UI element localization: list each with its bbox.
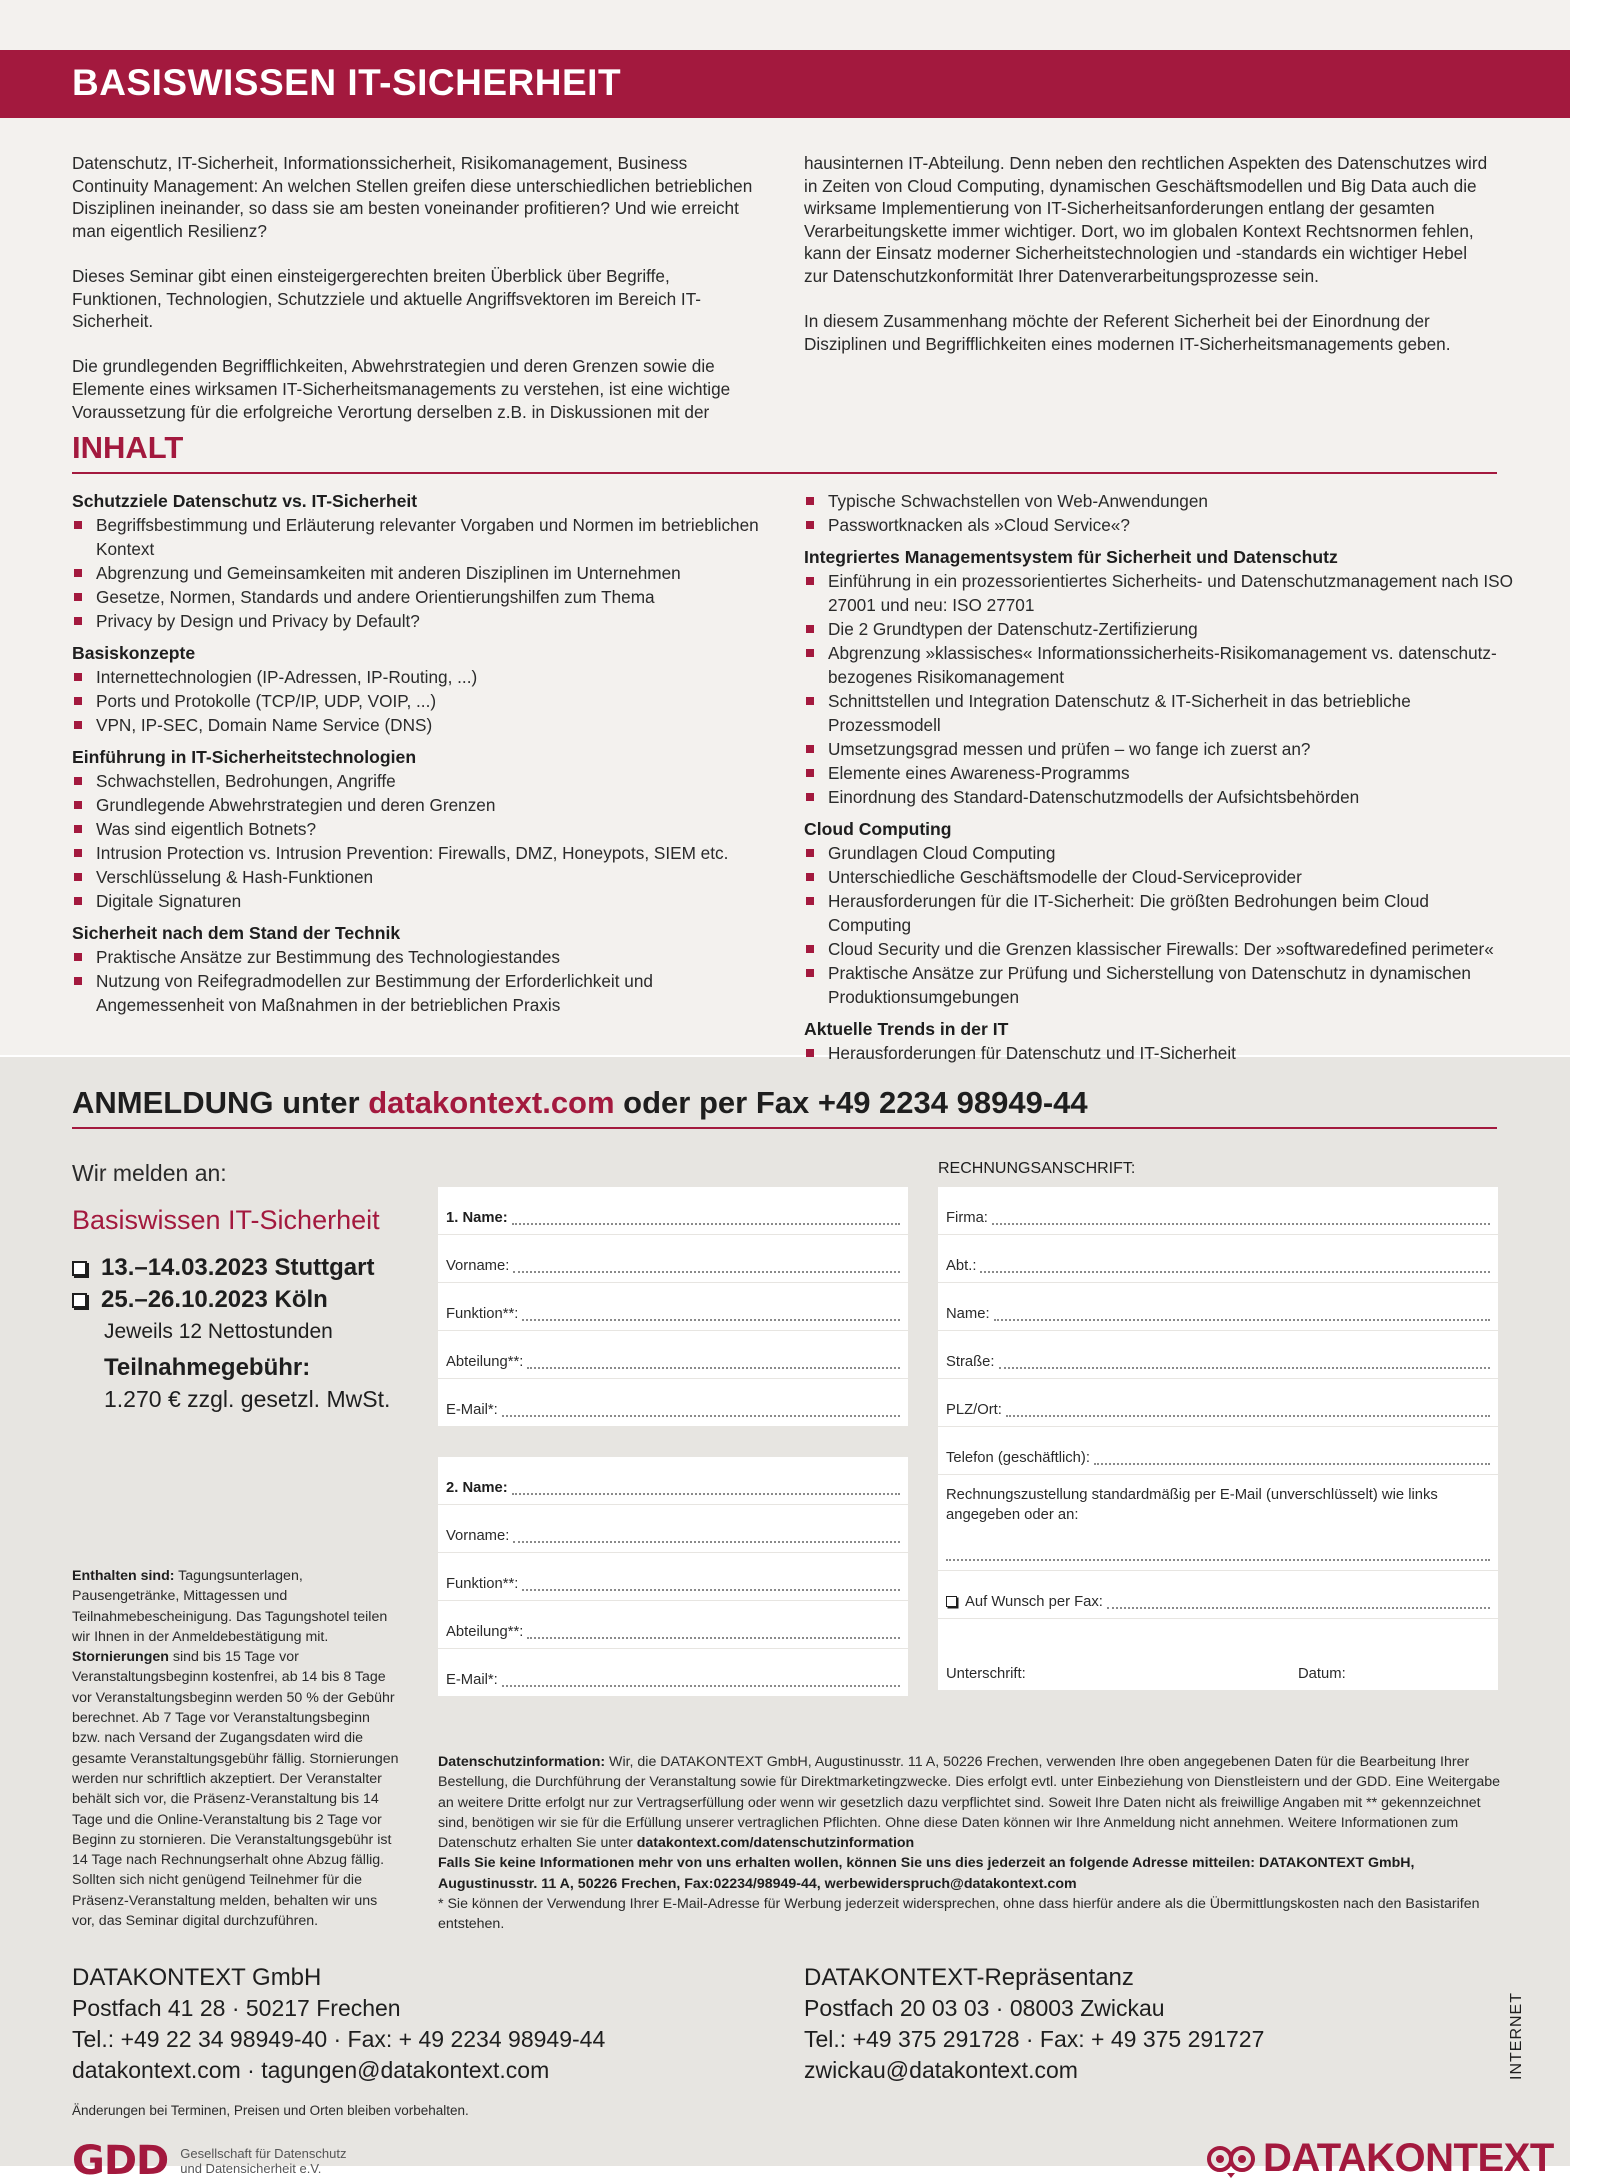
registration-heading-prefix: ANMELDUNG unter: [72, 1085, 369, 1120]
field-label: Name:: [946, 1306, 990, 1322]
fax-checkbox[interactable]: [946, 1596, 957, 1607]
field-input-line[interactable]: [999, 1367, 1490, 1369]
field-input-line[interactable]: [512, 1223, 900, 1225]
topic-item: Verschlüsselung & Hash-Funktionen: [72, 865, 782, 889]
course-name: Basiswissen IT-Sicherheit: [72, 1205, 380, 1235]
form-field[interactable]: [938, 1187, 1498, 1235]
participant-1-form: [438, 1187, 908, 1427]
field-input-line[interactable]: [980, 1271, 1490, 1273]
company-name: DATAKONTEXT-Repräsentanz: [804, 1964, 1134, 1991]
topic-item: Grundlegende Abwehrstrategien und deren Grenzen: [72, 793, 782, 817]
owl-icon: [1205, 2139, 1257, 2179]
topic-item: Elemente eines Awareness-Programms: [804, 761, 1514, 785]
field-input-line[interactable]: [1107, 1607, 1490, 1609]
field-label: E-Mail*:: [446, 1402, 498, 1418]
topic-group: [72, 489, 782, 633]
fee-label: Teilnahmegebühr:: [104, 1354, 311, 1381]
fax-option[interactable]: [946, 1594, 1103, 1610]
form-field[interactable]: [938, 1331, 1498, 1379]
topic-item: Einordnung des Standard-Datenschutzmodells der Aufsichtsbehörden: [804, 785, 1514, 809]
topic-group: [804, 545, 1514, 809]
field-input-line[interactable]: [1094, 1463, 1490, 1465]
privacy-footnote: * Sie können der Verwendung Ihrer E-Mail-Adresse für Werbung jederzeit widersprechen, ohne dass hierfür andere als die Übermittlungskosten nach den Basistarifen entstehen.: [438, 1896, 1480, 1933]
topic-item: Passwortknacken als »Cloud Service«?: [804, 513, 1514, 537]
topic-item: Cloud Security und die Grenzen klassischer Firewalls: Der »softwaredefined perimeter«: [804, 937, 1514, 961]
topic-item: Privacy by Design und Privacy by Default?: [72, 609, 782, 633]
fee-value: 1.270 € zzgl. gesetzl. MwSt.: [104, 1386, 391, 1412]
web-email[interactable]: datakontext.com · tagungen@datakontext.com: [72, 2057, 550, 2083]
field-label: PLZ/Ort:: [946, 1402, 1002, 1418]
privacy-info: [438, 1752, 1500, 1935]
topic-item: Gesetze, Normen, Standards und andere Orientierungshilfen zum Thema: [72, 585, 782, 609]
registration-divider: [72, 1127, 1497, 1129]
topic-group: [72, 921, 782, 1017]
registration-website-link[interactable]: datakontext.com: [368, 1085, 615, 1120]
inhalt-right-column: [804, 489, 1514, 1073]
postal-address: Postfach 41 28 · 50217 Frechen: [72, 1995, 401, 2021]
field-input-line[interactable]: [522, 1319, 900, 1321]
field-input-line[interactable]: [513, 1271, 900, 1273]
page-title: BASISWISSEN IT-SICHERHEIT: [72, 62, 622, 103]
form-field[interactable]: [438, 1457, 908, 1505]
form-field[interactable]: [438, 1187, 908, 1235]
datakontext-logo: [1205, 2136, 1554, 2181]
intro-paragraph: hausinternen IT-Abteilung. Denn neben den rechtlichen Aspekten des Datenschutzes wird in Zeiten von Cloud Computing, dynamischen Geschäftsmodellen und Big Data auch die wirksame Implementierung von IT-Sicherheitsanforderungen entlang der gesamten Verarbeitungskette immer wichtiger. Dort, wo im globalen Kontext Rechtsnormen fehlen, kann der Einsatz moderner Sicherheitstechnologien und -standards ein wichtiger Hebel zur Datenschutzkonformität Ihrer Datenverarbeitungsprozesse sein.: [804, 153, 1488, 286]
topic-group: [804, 817, 1514, 1009]
included-label: Enthalten sind:: [72, 1568, 175, 1584]
topic-item: Intrusion Protection vs. Intrusion Prevention: Firewalls, DMZ, Honeypots, SIEM etc.: [72, 841, 782, 865]
topic-group: [804, 489, 1514, 537]
form-field[interactable]: [438, 1235, 908, 1283]
date-checkbox[interactable]: [72, 1261, 87, 1276]
date-option-label: 25.–26.10.2023 Köln: [101, 1286, 328, 1313]
topic-list: [804, 569, 1514, 809]
topic-item: Umsetzungsgrad messen und prüfen – wo fange ich zuerst an?: [804, 737, 1514, 761]
date-checkbox[interactable]: [72, 1293, 87, 1308]
form-field[interactable]: [938, 1283, 1498, 1331]
topic-list: [72, 769, 782, 913]
field-input-line[interactable]: [527, 1367, 900, 1369]
optout-text: Falls Sie keine Informationen mehr von uns erhalten wollen, können Sie uns dies jederzeit an folgende Adresse mitteilen: DATAKONTEXT GmbH, Augustinusstr. 11 A, 50226 Frechen, Fax:02234/98949-44, werbewiderspruch@datakontext.com: [438, 1855, 1415, 1892]
gdd-text: [180, 2146, 346, 2176]
participant-2-form: [438, 1457, 908, 1697]
field-label: E-Mail*:: [446, 1672, 498, 1688]
fax-option-label: Auf Wunsch per Fax:: [965, 1594, 1103, 1610]
intro-paragraph: Die grundlegenden Begrifflichkeiten, Abwehrstrategien und deren Grenzen sowie die Elemente eines wirksamen IT-Sicherheitsmanagements zu verstehen, ist eine wichtige Voraussetzung für die erfolgreiche Verortung derselben z.B. in Diskussionen mit der: [72, 356, 731, 422]
topic-heading: Sicherheit nach dem Stand der Technik: [72, 923, 401, 943]
address-frechen: [72, 1962, 605, 2086]
topic-group: [72, 641, 782, 737]
field-input-line[interactable]: [502, 1415, 900, 1417]
invoice-address-label: RECHNUNGSANSCHRIFT:: [938, 1160, 1136, 1177]
field-label: Abt.:: [946, 1258, 977, 1274]
topic-item: Unterschiedliche Geschäftsmodelle der Cloud-Serviceprovider: [804, 865, 1514, 889]
topic-list: [72, 513, 782, 633]
topic-group: [72, 745, 782, 913]
topic-heading: Einführung in IT-Sicherheitstechnologien: [72, 747, 417, 767]
postal-address: Postfach 20 03 03 · 08003 Zwickau: [804, 1995, 1165, 2021]
fax-option-field[interactable]: [938, 1571, 1498, 1619]
topic-list: [72, 665, 782, 737]
internet-label: INTERNET: [1508, 1992, 1525, 2080]
field-label: Abteilung**:: [446, 1624, 524, 1640]
privacy-text: Wir, die DATAKONTEXT GmbH, Augustinusstr. 11 A, 50226 Frechen, verwenden Ihre oben angegebenen Daten für die Bearbeitung Ihrer Bestellung, die Durchführung der Veranstaltung sowie für Direktmarketingzwecke. Dies erfolgt evtl. unter Einbeziehung von Dienstleistern und der GDD. Eine Weitergabe an weitere Dritte erfolgt nur zur Vertragserfüllung oder wenn wir gesetzlich dazu verpflichtet sind. Soweit Ihre Daten nicht als freiwillige Angaben mit ** gekennzeichnet sind, benötigen wir sie für die Erfüllung unserer vertraglichen Pflichten. Ohne diese Daten können wir Ihre Anmeldung nicht annehmen. Weitere Informationen zum Datenschutz erhalten Sie unter: [438, 1754, 1500, 1852]
topic-item: Praktische Ansätze zur Prüfung und Sicherstellung von Datenschutz in dynamischen Produktionsumgebungen: [804, 961, 1514, 1009]
field-input-line[interactable]: [946, 1559, 1490, 1561]
company-name: DATAKONTEXT GmbH: [72, 1964, 322, 1991]
field-label: Funktion**:: [446, 1576, 519, 1592]
form-field[interactable]: [438, 1505, 908, 1553]
field-input-line[interactable]: [1006, 1415, 1490, 1417]
form-field[interactable]: [938, 1427, 1498, 1475]
field-input-line[interactable]: [502, 1685, 900, 1687]
hours-note: Jeweils 12 Nettostunden: [104, 1320, 333, 1343]
topic-item: Was sind eigentlich Botnets?: [72, 817, 782, 841]
form-field[interactable]: [438, 1649, 908, 1697]
form-field[interactable]: [438, 1283, 908, 1331]
topic-heading: Aktuelle Trends in der IT: [804, 1019, 1009, 1039]
cancellation-text: sind bis 15 Tage vor Veranstaltungsbeginn kostenfrei, ab 14 bis 8 Tage vor Veranstaltungsbeginn werden 50 % der Gebühr berechnet. Ab 7 Tage vor Veranstaltungsbeginn bzw. nach Versand der Zugangsdaten wird die gesamte Veranstaltungsgebühr fällig. Stornierungen werden nur schriftlich akzeptiert. Der Veranstalter behält sich vor, die Präsenz-Veranstaltung bis 14 Tage und die Online-Veranstaltung bis 2 Tage vor Beginn zu stornieren. Die Veranstaltungsgebühr ist 14 Tage nach Rechnungserhalt ohne Abzug fällig. Sollten sich nicht genügend Teilnehmer für die Präsenz-Veranstaltung melden, behalten wir uns vor, das Seminar digital durchzuführen.: [72, 1649, 399, 1930]
changes-note: Änderungen bei Terminen, Preisen und Orten bleiben vorbehalten.: [72, 2103, 469, 2118]
terms-text: [72, 1566, 402, 1931]
invoice-email-field[interactable]: [938, 1475, 1498, 1571]
topic-list: [804, 489, 1514, 537]
gdd-line: und Datensicherheit e.V.: [180, 2161, 322, 2176]
field-label: Funktion**:: [446, 1306, 519, 1322]
topic-item: Nutzung von Reifegradmodellen zur Bestimmung der Erforderlichkeit und Angemessenheit von Maßnahmen in der betrieblichen Praxis: [72, 969, 782, 1017]
date-option[interactable]: [72, 1286, 402, 1314]
title-banner: [0, 50, 1570, 118]
privacy-label: Datenschutzinformation:: [438, 1754, 606, 1770]
topic-item: VPN, IP-SEC, Domain Name Service (DNS): [72, 713, 782, 737]
address-zwickau: [804, 1962, 1264, 2086]
topic-item: Digitale Signaturen: [72, 889, 782, 913]
field-label: 1. Name:: [446, 1210, 508, 1226]
cancellation-label: Stornierungen: [72, 1649, 169, 1666]
booking-info: [72, 1160, 402, 1413]
topic-item: Grundlagen Cloud Computing: [804, 841, 1514, 865]
inhalt-left-column: [72, 489, 782, 1025]
field-label: Straße:: [946, 1354, 995, 1370]
topic-item: Schnittstellen und Integration Datenschutz & IT-Sicherheit in das betriebliche Prozessmodell: [804, 689, 1514, 737]
field-label: Vorname:: [446, 1528, 510, 1544]
topic-item: Abgrenzung und Gemeinsamkeiten mit anderen Disziplinen im Unternehmen: [72, 561, 782, 585]
topic-item: Internettechnologien (IP-Adressen, IP-Routing, ...): [72, 665, 782, 689]
field-input-line[interactable]: [522, 1589, 900, 1591]
registration-heading: [72, 1085, 1088, 1121]
included-text: Tagungsunterlagen, Pausengetränke, Mittagessen und Teilnahmebescheinigung. Das Tagungshotel teilen wir Ihnen in der Anmeldebestätigung mit.: [72, 1568, 388, 1645]
phone-fax: Tel.: +49 22 34 98949-40 · Fax: + 49 2234 98949-44: [72, 2026, 606, 2052]
topic-item: Herausforderungen für Datenschutz und IT-Sicherheit: [804, 1041, 1514, 1065]
field-label: Firma:: [946, 1210, 988, 1226]
topic-list: [72, 945, 782, 1017]
date-option-label: 13.–14.03.2023 Stuttgart: [101, 1254, 375, 1281]
intro-paragraph: In diesem Zusammenhang möchte der Referent Sicherheit bei der Einordnung der Disziplinen und Begrifflichkeiten eines modernen IT-Sicherheitsmanagements geben.: [804, 311, 1451, 354]
topic-item: Typische Schwachstellen von Web-Anwendungen: [804, 489, 1514, 513]
topic-group: [804, 1017, 1514, 1065]
gdd-line: Gesellschaft für Datenschutz: [180, 2146, 347, 2161]
signature-field[interactable]: [938, 1619, 1498, 1691]
topic-list: [804, 841, 1514, 1009]
topic-item: Praktische Ansätze zur Bestimmung des Technologiestandes: [72, 945, 782, 969]
phone-fax: Tel.: +49 375 291728 · Fax: + 49 375 291727: [804, 2026, 1265, 2052]
topic-heading: Cloud Computing: [804, 819, 952, 839]
date-label: Datum:: [1298, 1666, 1346, 1682]
gdd-logo: [72, 2138, 346, 2184]
field-label: Abteilung**:: [446, 1354, 524, 1370]
registration-heading-suffix: oder per Fax +49 2234 98949-44: [614, 1085, 1088, 1120]
topic-heading: Integriertes Managementsystem für Sicherheit und Datenschutz: [804, 547, 1338, 567]
form-field[interactable]: [938, 1235, 1498, 1283]
topic-item: Abgrenzung »klassisches« Informationssicherheits-Risikomanagement vs. datenschutz-bezogenes Risikomanagement: [804, 641, 1514, 689]
topic-item: Begriffsbestimmung und Erläuterung relevanter Vorgaben und Normen im betrieblichen Kontext: [72, 513, 782, 561]
topic-list: [804, 1041, 1514, 1065]
topic-item: Schwachstellen, Bedrohungen, Angriffe: [72, 769, 782, 793]
date-option[interactable]: [72, 1254, 402, 1282]
field-label: 2. Name:: [446, 1480, 508, 1496]
field-input-line[interactable]: [994, 1319, 1490, 1321]
form-field[interactable]: [438, 1553, 908, 1601]
topic-heading: Schutzziele Datenschutz vs. IT-Sicherheit: [72, 491, 418, 511]
topic-heading: Basiskonzepte: [72, 643, 196, 663]
inhalt-heading: INHALT: [72, 430, 184, 465]
datakontext-wordmark: DATAKONTEXT: [1263, 2136, 1554, 2180]
field-input-line[interactable]: [512, 1493, 900, 1495]
topic-item: Ports und Protokolle (TCP/IP, UDP, VOIP, ...): [72, 689, 782, 713]
invoice-form: [938, 1187, 1498, 1691]
form-field[interactable]: [438, 1379, 908, 1427]
wir-melden-label: Wir melden an:: [72, 1160, 227, 1186]
invoice-note: Rechnungszustellung standardmäßig per E-Mail (unverschlüsselt) wie links angegeben oder an:: [946, 1487, 1438, 1523]
topic-item: Die 2 Grundtypen der Datenschutz-Zertifizierung: [804, 617, 1514, 641]
topic-item: Herausforderungen für die IT-Sicherheit: Die größten Bedrohungen beim Cloud Computing: [804, 889, 1514, 937]
gdd-mark: GDD: [72, 2138, 169, 2184]
field-label: Vorname:: [446, 1258, 510, 1274]
intro-left-column: [72, 152, 762, 446]
privacy-link[interactable]: datakontext.com/datenschutzinformation: [636, 1835, 915, 1852]
field-input-line[interactable]: [527, 1637, 900, 1639]
field-input-line[interactable]: [992, 1223, 1490, 1225]
field-input-line[interactable]: [513, 1541, 900, 1543]
intro-right-column: [804, 152, 1494, 378]
form-field[interactable]: [438, 1331, 908, 1379]
form-field[interactable]: [438, 1601, 908, 1649]
topic-item: Einführung in ein prozessorientiertes Sicherheits- und Datenschutzmanagement nach ISO 27001 und neu: ISO 27701: [804, 569, 1514, 617]
form-field[interactable]: [938, 1379, 1498, 1427]
field-label: Telefon (geschäftlich):: [946, 1450, 1090, 1466]
signature-label: Unterschrift:: [946, 1666, 1026, 1682]
intro-paragraph: Dieses Seminar gibt einen einsteigergerechten breiten Überblick über Begriffe, Funktionen, Technologien, Schutzziele und aktuelle Angriffsvektoren im Bereich IT-Sicherheit.: [72, 265, 701, 332]
intro-paragraph: Datenschutz, IT-Sicherheit, Informationssicherheit, Risikomanagement, Business Continuity Management: An welchen Stellen greifen diese unterschiedlichen betrieblichen Disziplinen ineinander, so dass sie am besten voneinander profitieren? Und wie erreicht man eigentlich Resilienz?: [72, 153, 753, 241]
inhalt-divider: [72, 472, 1497, 474]
web-email[interactable]: zwickau@datakontext.com: [804, 2057, 1078, 2083]
